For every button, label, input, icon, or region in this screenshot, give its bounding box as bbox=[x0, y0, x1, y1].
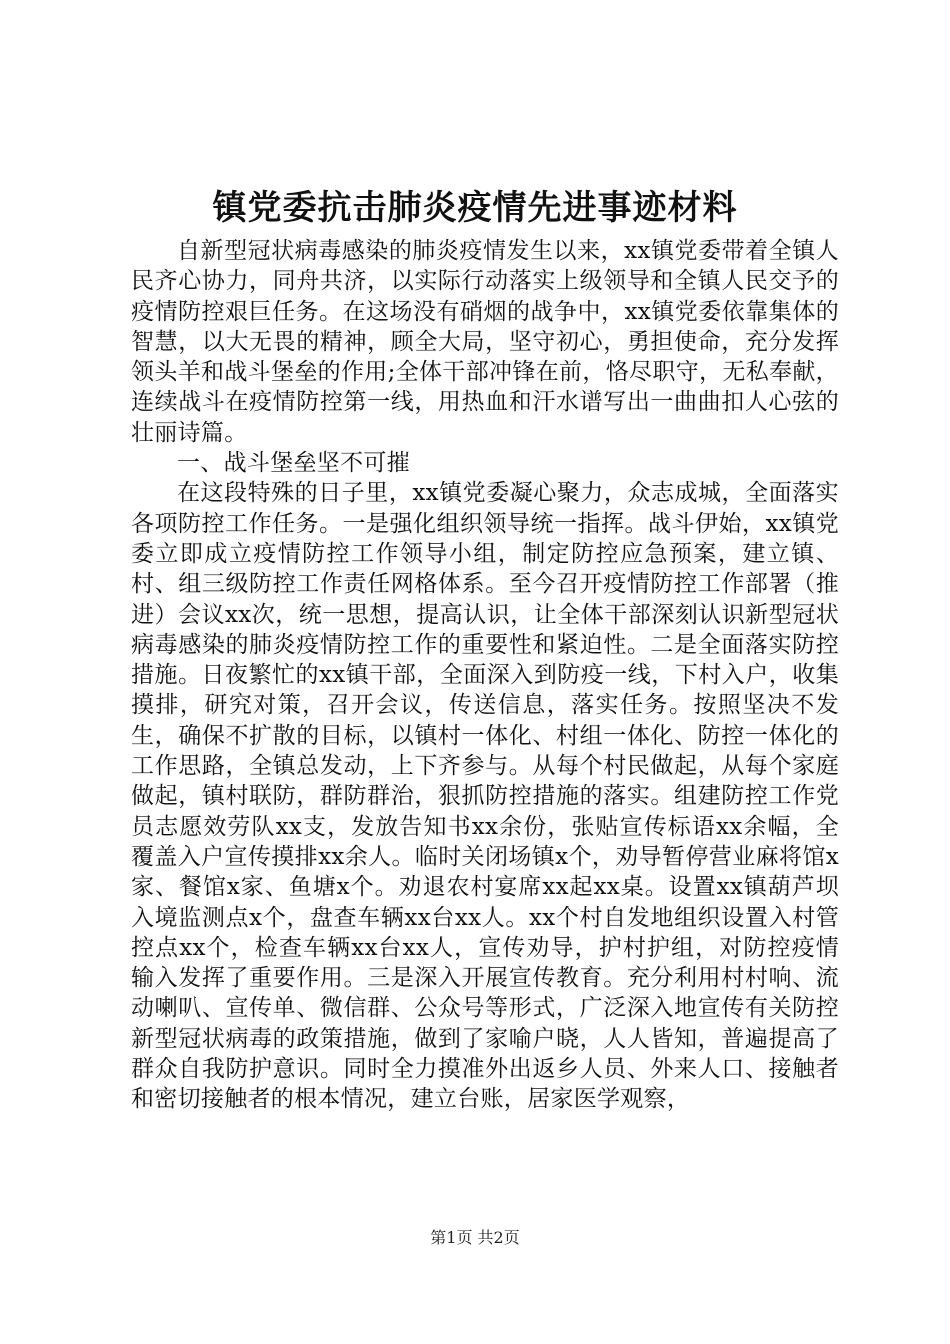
intro-paragraph: 自新型冠状病毒感染的肺炎疫情发生以来，xx镇党委带着全镇人民齐心协力，同舟共济，以实际行动落实上级领导和全镇人民交予的疫情防控艰巨任务。在这场没有硝烟的战争中，xx镇党委依靠集体的智慧，以大无畏的精神，顾全大局，坚守初心，勇担使命，充分发挥领头羊和战斗堡垒的作用;全体干部冲锋在前，恪尽职守，无私奉献，连续战斗在疫情防控第一线，用热血和汗水谱写出一曲曲扣人心弦的壮丽诗篇。 bbox=[131, 238, 839, 446]
section-heading: 一、战斗堡垒坚不可摧 bbox=[177, 450, 410, 477]
document-body bbox=[131, 236, 839, 1115]
page-footer: 第1页 共2页 bbox=[430, 1228, 520, 1247]
section-paragraph: 在这段特殊的日子里，xx镇党委凝心聚力，众志成城，全面落实各项防控工作任务。一是强化组织领导统一指挥。战斗伊始，xx镇党委立即成立疫情防控工作领导小组，制定防控应急预案，建立镇、村、组三级防控工作责任网格体系。至今召开疫情防控工作部署（推进）会议xx次，统一思想，提高认识，让全体干部深刻认识新型冠状病毒感染的肺炎疫情防控工作的重要性和紧迫性。二是全面落实防控措施。日夜繁忙的xx镇干部，全面深入到防疫一线，下村入户，收集摸排，研究对策，召开会议，传送信息，落实任务。按照坚决不发生，确保不扩散的目标，以镇村一体化、村组一体化、防控一体化的工作思路，全镇总发动，上下齐参与。从每个村民做起，从每个家庭做起，镇村联防，群防群治，狠抓防控措施的落实。组建防控工作党员志愿效劳队xx支，发放告知书xx余份，张贴宣传标语xx余幅，全覆盖入户宣传摸排xx余人。临时关闭场镇x个，劝导暂停营业麻将馆x家、餐馆x家、鱼塘x个。劝退农村宴席xx起xx桌。设置xx镇葫芦坝入境监测点x个，盘查车辆xx台xx人。xx个村自发地组织设置入村管控点xx个，检查车辆xx台xx人，宣传劝导，护村护组，对防控疫情输入发挥了重要作用。三是深入开展宣传教育。充分利用村村响、流动喇叭、宣传单、微信群、公众号等形式，广泛深入地宣传有关防控新型冠状病毒的政策措施，做到了家喻户晓，人人皆知，普遍提高了群众自我防护意识。同时全力摸准外出返乡人员、外来人口、接触者和密切接触者的根本情况，建立台账，居家医学观察， bbox=[131, 480, 839, 1113]
document-title: 镇党委抗击肺炎疫情先进事迹材料 bbox=[212, 188, 738, 228]
